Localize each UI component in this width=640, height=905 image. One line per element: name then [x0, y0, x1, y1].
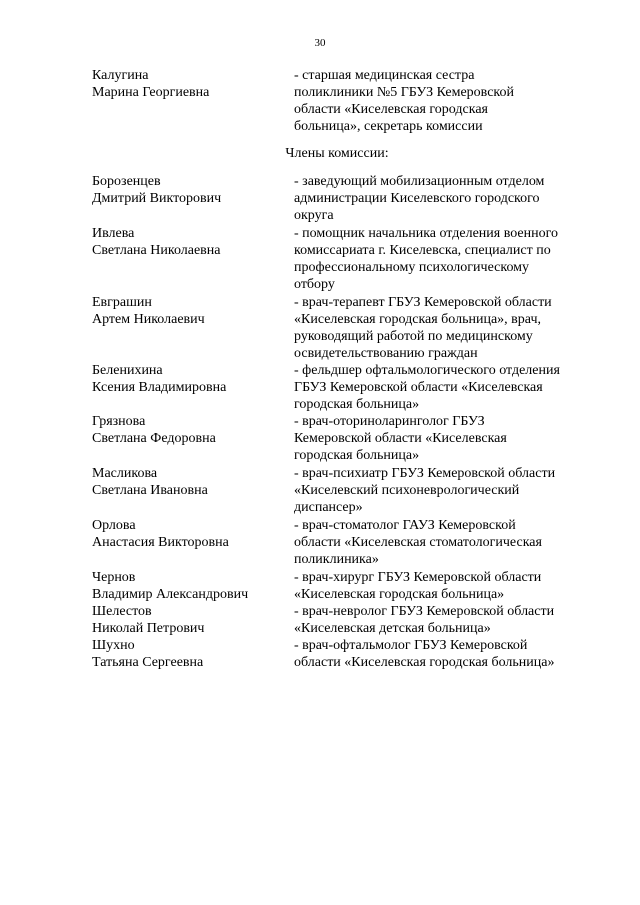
person-role — [294, 362, 592, 413]
person-name — [92, 413, 292, 447]
surname: Грязнова — [92, 414, 146, 429]
given-names: Анастасия Викторовна — [92, 535, 229, 550]
role-line: больница», секретарь комиссии — [294, 119, 483, 134]
role-line: освидетельствованию граждан — [294, 346, 478, 361]
role-line: «Киселевская детская больница» — [294, 621, 491, 636]
role-line: городская больница» — [294, 397, 420, 412]
page-number: 30 — [314, 37, 326, 49]
role-line: отбору — [294, 277, 335, 292]
surname: Борозенцев — [92, 174, 161, 189]
surname: Евграшин — [92, 295, 152, 310]
role-line: администрации Киселевского городского — [294, 191, 540, 206]
role-line: округа — [294, 208, 334, 223]
person-name — [92, 362, 292, 396]
person-role — [294, 517, 592, 568]
role-line: - фельдшер офтальмологического отделения — [294, 363, 560, 378]
surname: Чернов — [92, 570, 136, 585]
role-line: - врач-психиатр ГБУЗ Кемеровской области — [294, 466, 556, 481]
role-line: - врач-офтальмолог ГБУЗ Кемеровской — [294, 638, 528, 653]
person-name — [92, 465, 292, 499]
role-line: - врач-оториноларинголог ГБУЗ — [294, 414, 485, 429]
person-role — [294, 569, 592, 603]
person-name — [92, 294, 292, 328]
role-line: области «Киселевская городская больница» — [294, 655, 555, 670]
role-line: «Киселевский психоневрологический — [294, 483, 520, 498]
role-line: - старшая медицинская сестра — [294, 68, 475, 83]
person-role — [294, 413, 592, 464]
surname: Калугина — [92, 68, 149, 83]
role-line: области «Киселевская стоматологическая — [294, 535, 542, 550]
given-names: Владимир Александрович — [92, 587, 249, 602]
role-line: ГБУЗ Кемеровской области «Киселевская — [294, 380, 543, 395]
role-line: - заведующий мобилизационным отделом — [294, 174, 545, 189]
person-name — [92, 517, 292, 551]
role-line: - врач-невролог ГБУЗ Кемеровской области — [294, 604, 555, 619]
given-names: Светлана Федоровна — [92, 431, 216, 446]
person-name — [92, 173, 292, 207]
given-names: Николай Петрович — [92, 621, 205, 636]
person-role — [294, 67, 592, 135]
person-name — [92, 67, 292, 101]
given-names: Ксения Владимировна — [92, 380, 227, 395]
given-names: Татьяна Сергеевна — [92, 655, 204, 670]
person-name — [92, 603, 292, 637]
members-heading: Члены комиссии: — [285, 146, 389, 161]
role-line: области «Киселевская городская — [294, 102, 488, 117]
role-line: - помощник начальника отделения военного — [294, 226, 558, 241]
person-role — [294, 225, 592, 293]
surname: Орлова — [92, 518, 136, 533]
role-line: «Киселевская городская больница», врач, — [294, 312, 541, 327]
person-name — [92, 637, 292, 671]
person-name — [92, 225, 292, 259]
person-role — [294, 637, 592, 671]
given-names: Светлана Николаевна — [92, 243, 221, 258]
surname: Шухно — [92, 638, 135, 653]
surname: Беленихина — [92, 363, 163, 378]
given-names: Дмитрий Викторович — [92, 191, 222, 206]
surname: Шелестов — [92, 604, 152, 619]
role-line: Кемеровской области «Киселевская — [294, 431, 507, 446]
given-names: Артем Николаевич — [92, 312, 205, 327]
person-role — [294, 173, 592, 224]
role-line: - врач-хирург ГБУЗ Кемеровской области — [294, 570, 542, 585]
person-name — [92, 569, 292, 603]
role-line: - врач-стоматолог ГАУЗ Кемеровской — [294, 518, 516, 533]
role-line: городская больница» — [294, 448, 420, 463]
surname: Масликова — [92, 466, 158, 481]
surname: Ивлева — [92, 226, 135, 241]
person-role — [294, 603, 592, 637]
person-role — [294, 465, 592, 516]
role-line: поликлиники №5 ГБУЗ Кемеровской — [294, 85, 515, 100]
role-line: «Киселевская городская больница» — [294, 587, 505, 602]
role-line: профессиональному психологическому — [294, 260, 530, 275]
given-names: Марина Георгиевна — [92, 85, 210, 100]
role-line: - врач-терапевт ГБУЗ Кемеровской области — [294, 295, 552, 310]
role-line: комиссариата г. Киселевска, специалист по — [294, 243, 551, 258]
role-line: диспансер» — [294, 500, 363, 515]
role-line: руководящий работой по медицинскому — [294, 329, 533, 344]
given-names: Светлана Ивановна — [92, 483, 208, 498]
role-line: поликлиника» — [294, 552, 379, 567]
person-role — [294, 294, 592, 362]
